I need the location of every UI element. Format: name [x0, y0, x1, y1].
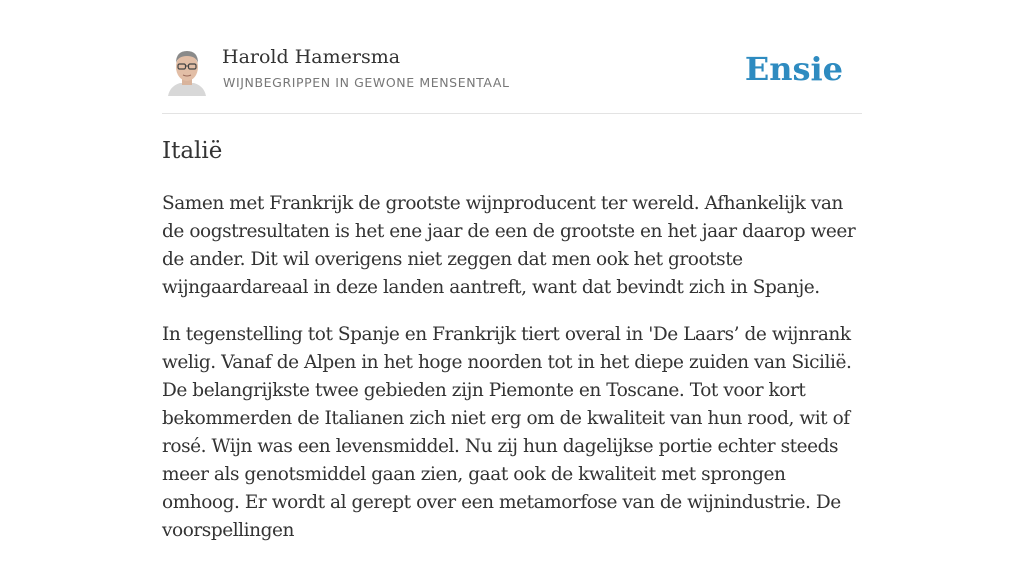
author-avatar[interactable] — [166, 46, 208, 96]
author-header — [162, 0, 862, 114]
page — [162, 0, 862, 541]
article-paragraph: Samen met Frankrijk de grootste wijnproducent ter wereld. Afhankelijk van de oogstresultaten is het ene jaar de een de grootste en het jaar daarop weer de ander. Dit wil overigens niet zeggen dat men ook het grootste wijngaardareaal in deze landen aantreft, want dat bevindt zich in Spanje. — [162, 193, 856, 298]
author-name[interactable]: Harold Hamersma — [222, 46, 401, 68]
ensie-logo[interactable]: Ensie — [744, 50, 843, 88]
article-body — [162, 190, 862, 564]
article-paragraph: In tegenstelling tot Spanje en Frankrijk tiert overal in 'De Laars’ de wijnrank welig. Vanaf de Alpen in het hoge noorden tot in het diepe zuiden van Sicilië. De belangrijkste twee gebieden zijn Piemonte en Toscane. Tot voor kort bekommerden de Italianen zich niet erg om de kwaliteit van hun rood, wit of rosé. Wijn was een levensmiddel. Nu zij hun dagelijkse portie echter steeds meer als genotsmiddel gaan zien, gaat ook de kwaliteit met sprongen omhoog. Er wordt al gerept over een metamorfose van de wijnindustrie. De voorspellingen — [162, 324, 852, 541]
article-title: Italië — [162, 138, 223, 164]
author-tagline: WIJNBEGRIPPEN IN GEWONE MENSENTAAL — [223, 75, 510, 90]
